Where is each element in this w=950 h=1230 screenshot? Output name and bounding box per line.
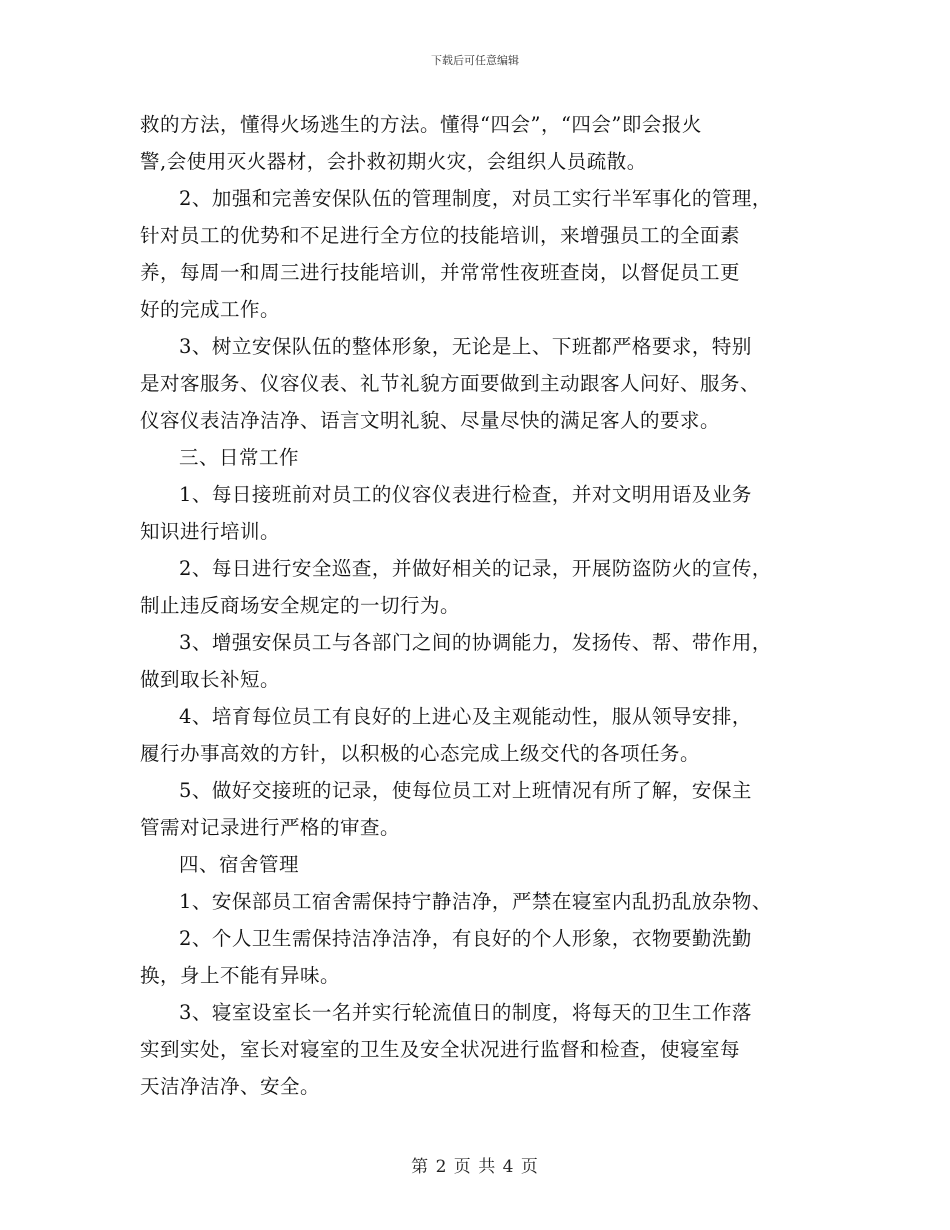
section-heading: 三、日常工作 bbox=[179, 446, 300, 469]
text-line: 4、培育每位员工有良好的上进心及主观能动性，服从领导安排， bbox=[179, 705, 752, 728]
text-line: 3、寝室设室长一名并实行轮流值日的制度，将每天的卫生工作落 bbox=[179, 1001, 752, 1024]
text-line: 2、每日进行安全巡查，并做好相关的记录，开展防盗防火的宣传， bbox=[179, 557, 772, 580]
text-line: 管需对记录进行严格的审查。 bbox=[140, 816, 401, 839]
text-line: 3、增强安保员工与各部门之间的协调能力，发扬传、帮、带作用， bbox=[179, 631, 772, 654]
text-line: 2、个人卫生需保持洁净洁净，有良好的个人形象，衣物要勤洗勤 bbox=[179, 927, 752, 950]
section-heading: 四、宿舍管理 bbox=[179, 853, 300, 876]
text-line: 1、每日接班前对员工的仪容仪表进行检查，并对文明用语及业务 bbox=[179, 483, 752, 506]
text-line: 换，身上不能有异味。 bbox=[140, 964, 341, 987]
text-line: 好的完成工作。 bbox=[140, 298, 281, 321]
text-line: 天洁净洁净、安全。 bbox=[140, 1075, 321, 1098]
text-line: 3、树立安保队伍的整体形象，无论是上、下班都严格要求，特别 bbox=[179, 335, 752, 358]
text-line: 制止违反商场安全规定的一切行为。 bbox=[140, 594, 461, 617]
text-line: 2、加强和完善安保队伍的管理制度，对员工实行半军事化的管理， bbox=[179, 187, 772, 210]
text-line: 养，每周一和周三进行技能培训，并常常性夜班查岗，以督促员工更 bbox=[140, 261, 741, 284]
text-line: 做到取长补短。 bbox=[140, 668, 281, 691]
text-line: 1、安保部员工宿舍需保持宁静洁净，严禁在寝室内乱扔乱放杂物、 bbox=[179, 890, 772, 913]
text-line: 救的方法，懂得火场逃生的方法。懂得“四会”，“四会”即会报火 bbox=[140, 113, 702, 136]
text-line: 警,会使用灭火器材，会扑救初期火灾，会组织人员疏散。 bbox=[140, 150, 647, 173]
text-line: 仪容仪表洁净洁净、语言文明礼貌、尽量尽快的满足客人的要求。 bbox=[140, 409, 721, 432]
page-number: 第 2 页 共 4 页 bbox=[411, 1157, 539, 1177]
text-line: 5、做好交接班的记录，使每位员工对上班情况有所了解，安保主 bbox=[179, 779, 752, 802]
text-line: 知识进行培训。 bbox=[140, 520, 281, 543]
page-header-note: 下载后可任意编辑 bbox=[431, 54, 519, 67]
text-line: 履行办事高效的方针，以积极的心态完成上级交代的各项任务。 bbox=[140, 742, 701, 765]
text-line: 是对客服务、仪容仪表、礼节礼貌方面要做到主动跟客人问好、服务、 bbox=[140, 372, 761, 395]
text-line: 实到实处，室长对寝室的卫生及安全状况进行监督和检查，使寝室每 bbox=[140, 1038, 741, 1061]
text-line: 针对员工的优势和不足进行全方位的技能培训，来增强员工的全面素 bbox=[140, 224, 741, 247]
document-body bbox=[140, 106, 820, 1105]
